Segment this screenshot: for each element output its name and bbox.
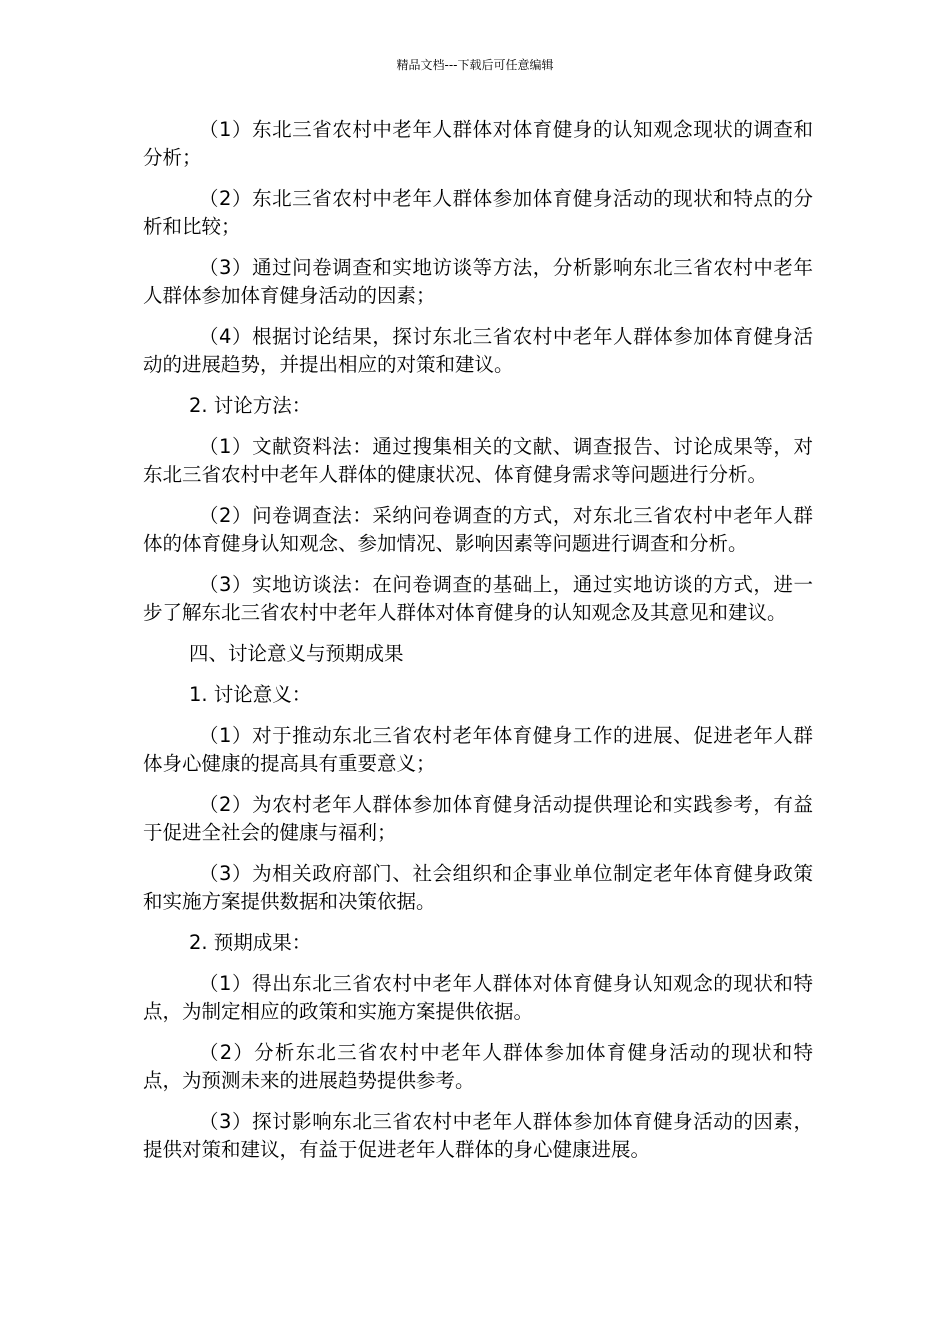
list-item-1-1: （1）东北三省农村中老年人群体对体育健身的认知观念现状的调查和分析； xyxy=(143,118,813,169)
significance-item-3: （3）为相关政府部门、社会组织和企事业单位制定老年体育健身政策和实施方案提供数据和决策依据。 xyxy=(143,862,813,913)
significance-item-1: （1）对于推动东北三省农村老年体育健身工作的进展、促进老年人群体身心健康的提高具有重要意义； xyxy=(143,724,813,775)
method-item-2: （2）问卷调查法：采纳问卷调查的方式，对东北三省农村中老年人群体的体育健身认知观念、参加情况、影响因素等问题进行调查和分析。 xyxy=(143,504,813,555)
list-item-1-2: （2）东北三省农村中老年人群体参加体育健身活动的现状和特点的分析和比较； xyxy=(143,187,813,238)
page-header: 精品文档---下载后可任意编辑 xyxy=(396,58,554,72)
document-body xyxy=(143,116,813,1177)
section-heading-methods: 2. 讨论方法： xyxy=(189,394,312,417)
significance-item-2: （2）为农村老年人群体参加体育健身活动提供理论和实践参考，有益于促进全社会的健康与福利； xyxy=(143,793,813,844)
list-item-1-3: （3）通过问卷调查和实地访谈等方法，分析影响东北三省农村中老年人群体参加体育健身活动的因素； xyxy=(143,256,813,307)
subheading-significance: 1. 讨论意义： xyxy=(189,683,312,706)
outcome-item-1: （1）得出东北三省农村中老年人群体对体育健身认知观念的现状和特点，为制定相应的政策和实施方案提供依据。 xyxy=(143,972,813,1023)
subheading-outcomes: 2. 预期成果： xyxy=(189,931,312,954)
outcome-item-2: （2）分析东北三省农村中老年人群体参加体育健身活动的现状和特点，为预测未来的进展趋势提供参考。 xyxy=(143,1041,813,1092)
method-item-3: （3）实地访谈法：在问卷调查的基础上，通过实地访谈的方式，进一步了解东北三省农村中老年人群体对体育健身的认知观念及其意见和建议。 xyxy=(143,573,813,624)
section-heading-significance-outcomes: 四、讨论意义与预期成果 xyxy=(189,642,404,665)
method-item-1: （1）文献资料法：通过搜集相关的文献、调查报告、讨论成果等，对东北三省农村中老年人群体的健康状况、体育健身需求等问题进行分析。 xyxy=(143,435,813,486)
outcome-item-3: （3）探讨影响东北三省农村中老年人群体参加体育健身活动的因素，提供对策和建议，有益于促进老年人群体的身心健康进展。 xyxy=(143,1110,813,1161)
list-item-1-4: （4）根据讨论结果，探讨东北三省农村中老年人群体参加体育健身活动的进展趋势，并提出相应的对策和建议。 xyxy=(143,325,813,376)
